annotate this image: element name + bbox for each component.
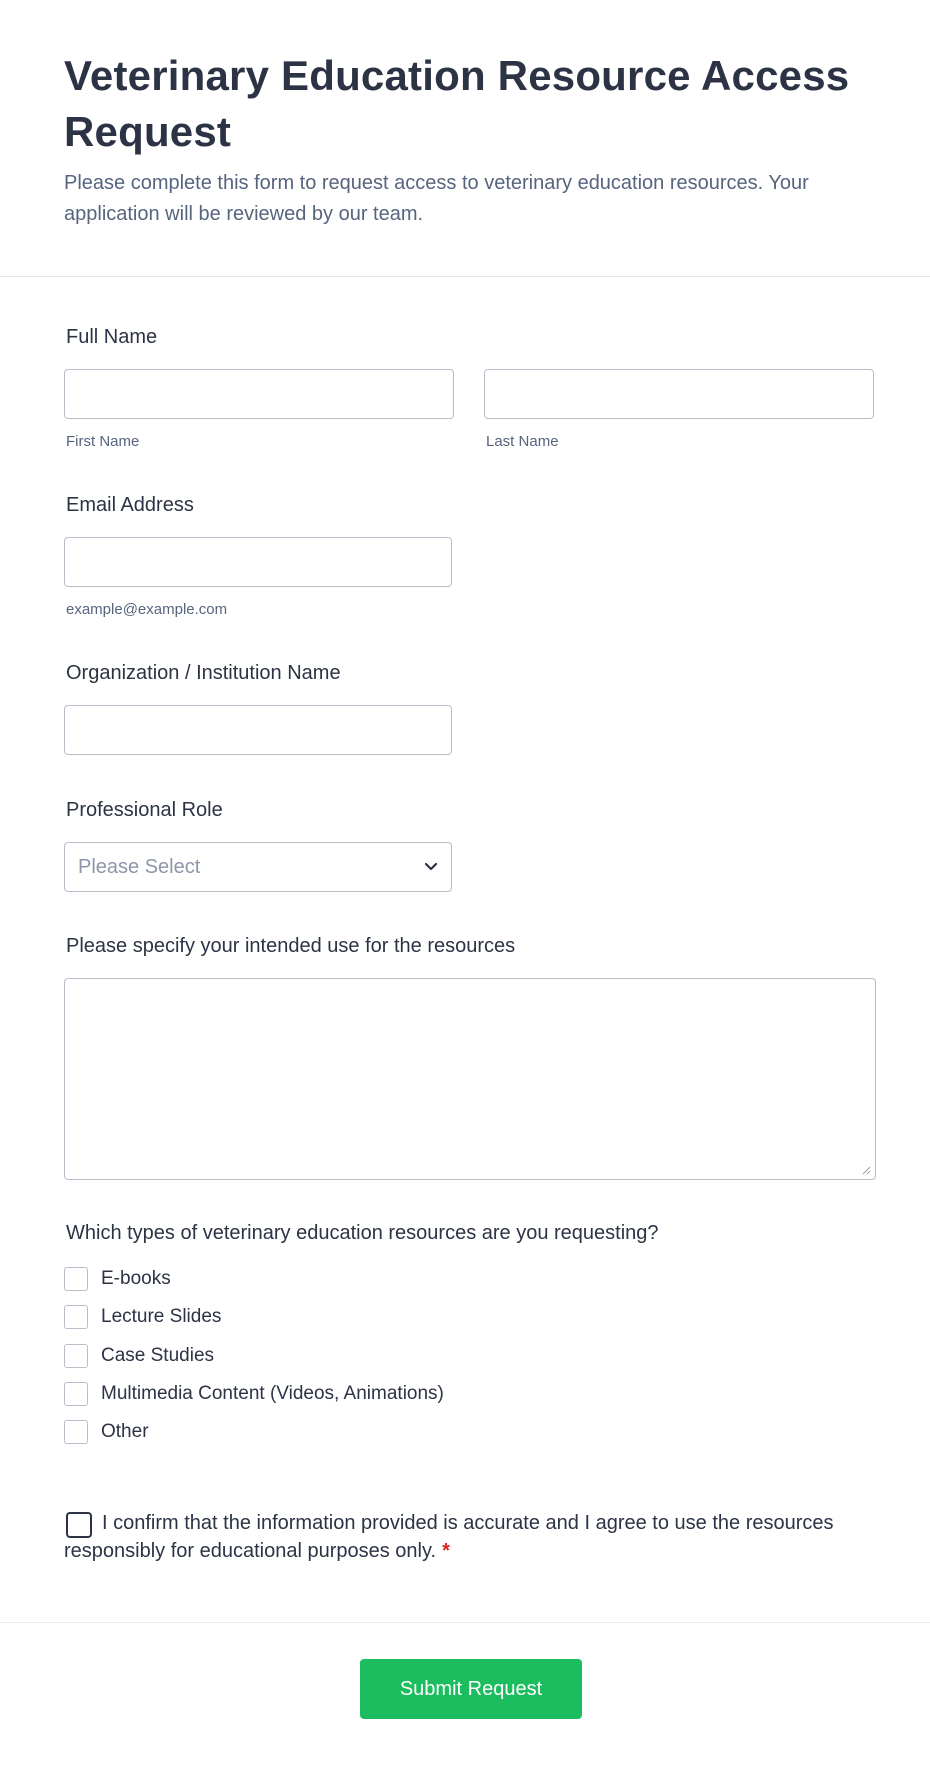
chevron-down-icon: [423, 860, 439, 874]
last-name-input[interactable]: [484, 369, 874, 419]
full-name-label: Full Name: [66, 326, 158, 348]
checkbox[interactable]: [64, 1267, 88, 1291]
checkbox[interactable]: [64, 1382, 88, 1406]
organization-input[interactable]: [64, 705, 452, 755]
email-sublabel: example@example.com: [66, 601, 228, 618]
intended-use-label: Please specify your intended use for the resources: [66, 935, 516, 957]
option-label: Case Studies: [101, 1345, 215, 1366]
confirm-statement: [64, 1509, 864, 1565]
footer-divider: [0, 1622, 930, 1623]
confirm-text: I confirm that the information provided is accurate and I agree to use the resources responsibly for educational purposes only.: [64, 1512, 834, 1562]
page-title: Veterinary Education Resource Access Request: [64, 52, 850, 155]
organization-label: Organization / Institution Name: [66, 662, 341, 684]
professional-role-label: Professional Role: [66, 799, 223, 821]
first-name-sublabel: First Name: [66, 433, 140, 450]
checkbox[interactable]: [64, 1344, 88, 1368]
form-header: [64, 48, 884, 230]
submit-request-button[interactable]: Submit Request: [360, 1659, 582, 1719]
checkbox[interactable]: [64, 1305, 88, 1329]
resource-types-label: Which types of veterinary education resources are you requesting?: [66, 1222, 659, 1244]
professional-role-select[interactable]: [64, 842, 452, 892]
first-name-input[interactable]: [64, 369, 454, 419]
email-label: Email Address: [66, 494, 194, 516]
option-label: E-books: [101, 1268, 171, 1289]
intended-use-textarea[interactable]: [64, 978, 876, 1180]
header-divider: [0, 276, 930, 277]
option-label: Multimedia Content (Videos, Animations): [101, 1383, 444, 1404]
last-name-sublabel: Last Name: [486, 433, 559, 450]
option-label: Lecture Slides: [101, 1306, 222, 1327]
option-label: Other: [101, 1421, 149, 1442]
resize-grip-icon[interactable]: [861, 1165, 871, 1175]
page-subtitle: Please complete this form to request access to veterinary education resources. Your application will be reviewed by our team.: [64, 172, 809, 225]
professional-role-selected: Please Select: [78, 856, 201, 878]
email-input[interactable]: [64, 537, 452, 587]
checkbox[interactable]: [64, 1420, 88, 1444]
required-mark: *: [442, 1540, 450, 1562]
